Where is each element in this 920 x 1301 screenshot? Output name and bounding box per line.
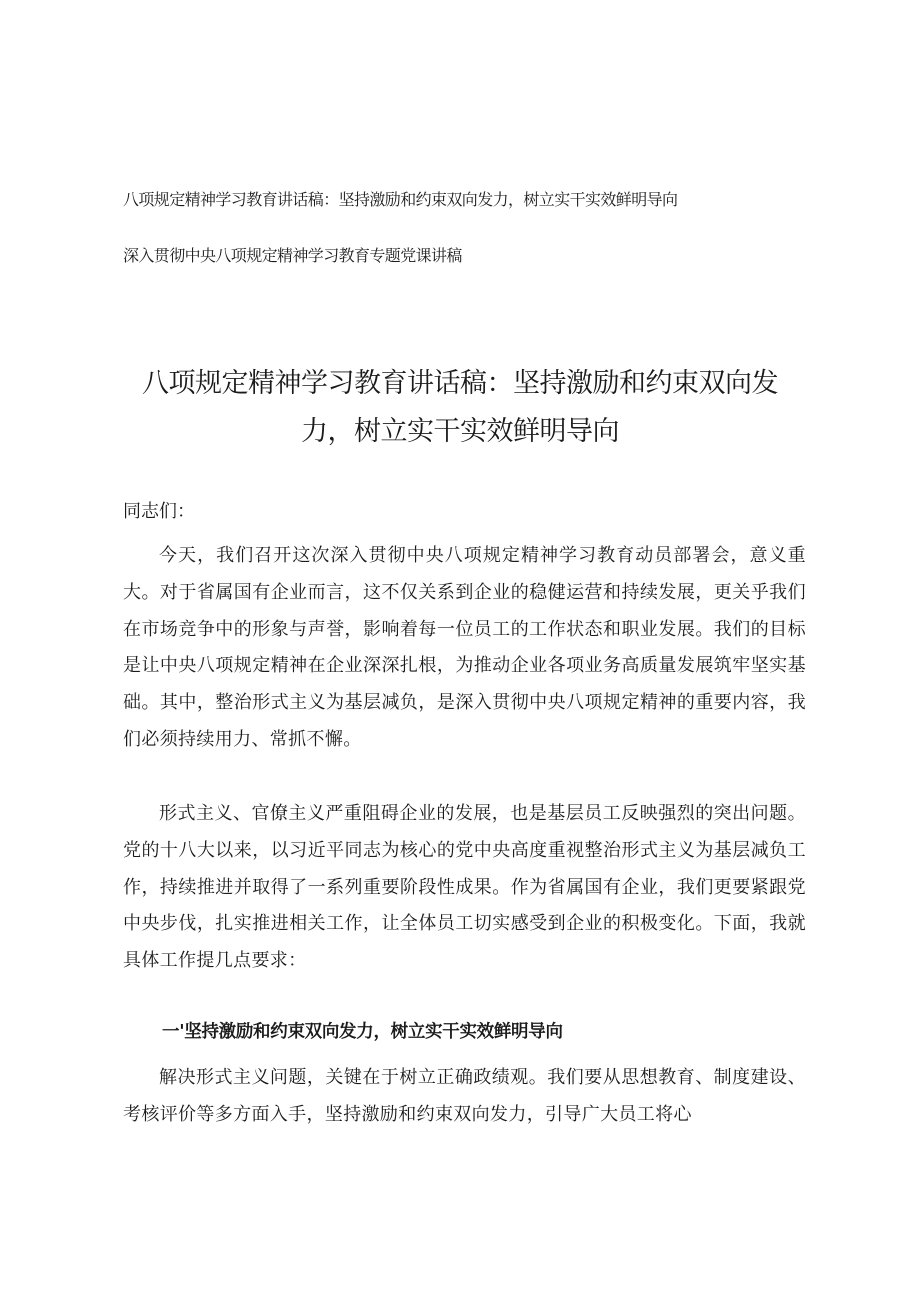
paragraph-3: 解决形式主义问题，关键在于树立正确政绩观。我们要从思想教育、制度建设、考核评价等多方面入手，坚持激励和约束双向发力，引导广大员工将心 [123,1067,806,1125]
paragraph-1: 今天，我们召开这次深入贯彻中央八项规定精神学习教育动员部署会，意义重大。对于省属国有企业而言，这不仅关系到企业的稳健运营和持续发展，更关乎我们在市场竞争中的形象与声誉，影响着每一位员工的工作状态和职业发展。我们的目标是让中央八项规定精神在企业深深扎根，为推动企业各项业务高质量发展筑牢坚实基础。其中，整治形式主义为基层减负，是深入贯彻中央八项规定精神的重要内容，我们必须持续用力、常抓不懈。 [123,545,806,750]
document-title [120,360,800,456]
toc-entry-1: 八项规定精神学习教育讲话稿：坚持激励和约束双向发力，树立实干实效鲜明导向 [123,190,678,209]
toc-entry-2: 深入贯彻中央八项规定精神学习教育专题党课讲稿 [123,246,462,265]
title-line-1: 八项规定精神学习教育讲话稿：坚持激励和约束双向发 [142,368,778,399]
section-heading-1: 一'坚持激励和约束双向发力，树立实干实效鲜明导向 [162,1022,563,1042]
paragraph-2: 形式主义、官僚主义严重阻碍企业的发展，也是基层员工反映强烈的突出问题。党的十八大以来，以习近平同志为核心的党中央高度重视整治形式主义为基层减负工作，持续推进并取得了一系列重要阶段性成果。作为省属国有企业，我们更要紧跟党中央步伐，扎实推进相关工作，让全体员工切实感受到企业的积极变化。下面，我就具体工作提几点要求： [123,803,806,972]
salutation: 同志们： [123,501,195,522]
title-line-2: 力，树立实干实效鲜明导向 [301,416,619,447]
